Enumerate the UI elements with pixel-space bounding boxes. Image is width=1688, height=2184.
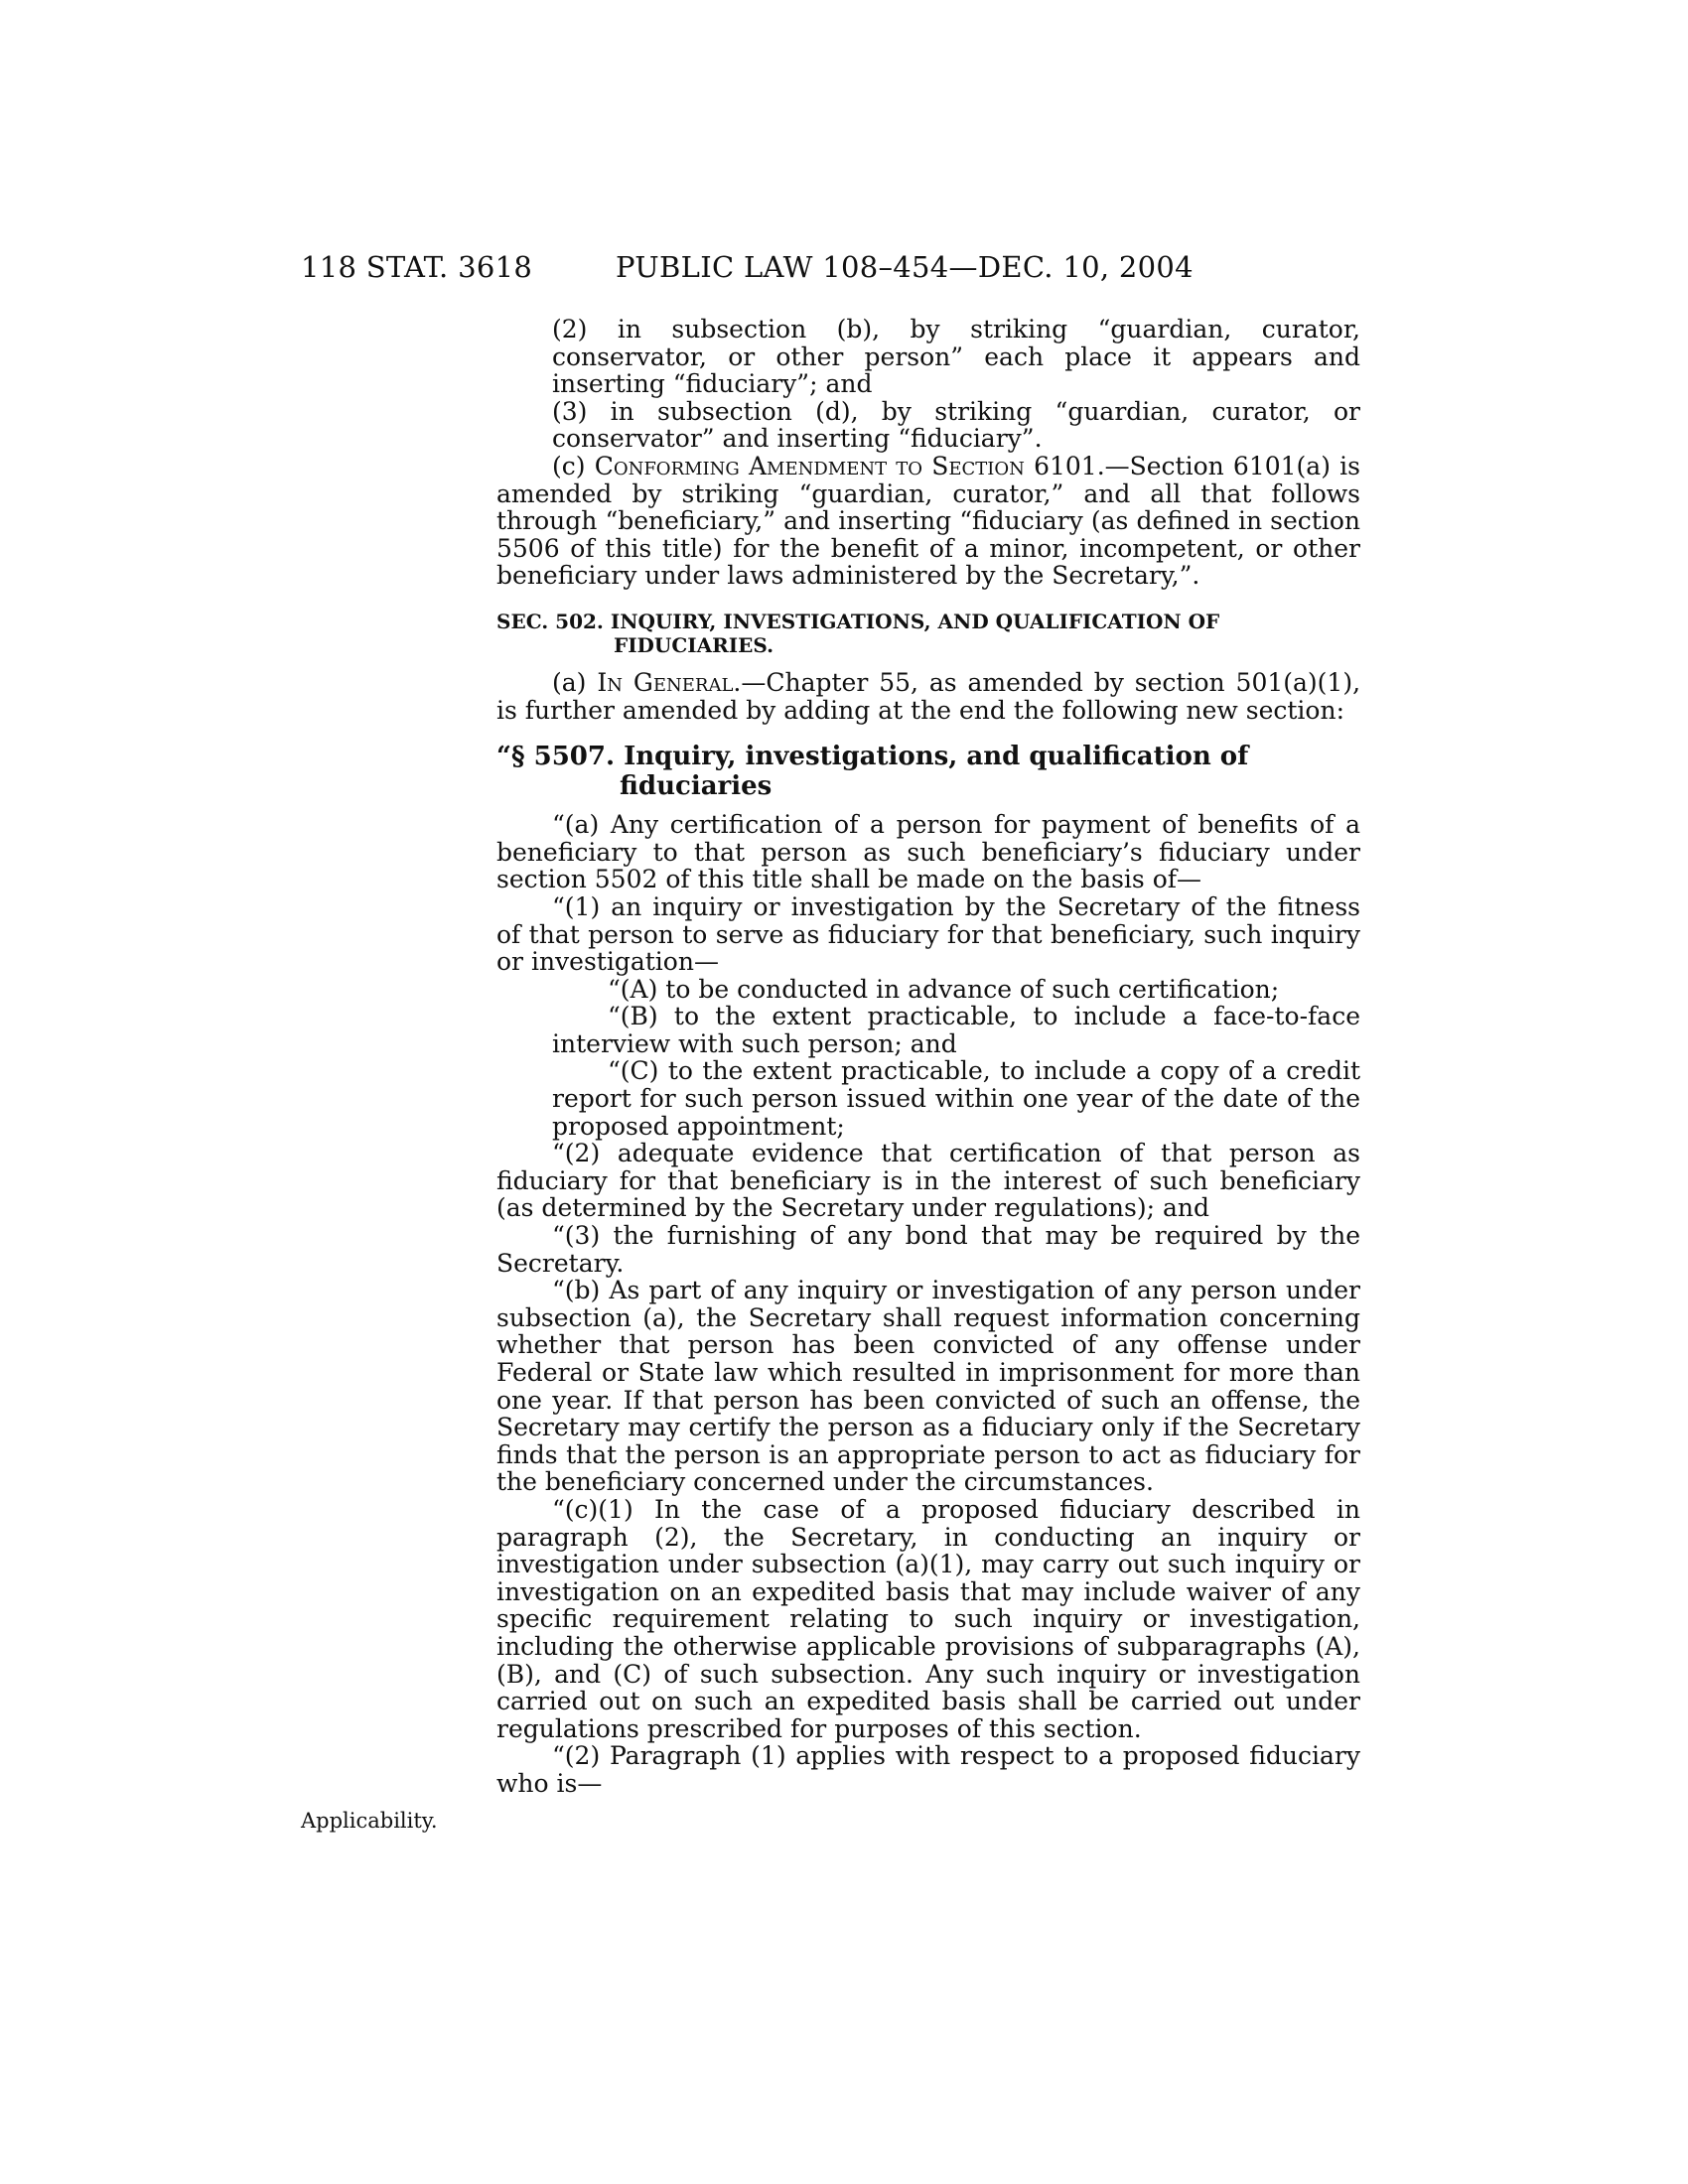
law-header: PUBLIC LAW 108–454—DEC. 10, 2004 [616,250,1194,284]
subparagraph-a: “(A) to be conducted in advance of such certification; [608,974,1280,1004]
paragraph-3-bond: “(3) the furnishing of any bond that may be required by the Secretary. [496,1221,1360,1278]
page-number: 118 STAT. 3618 [301,250,533,284]
conforming-amendment-text: .—Section 6101(a) is amended by striking “guardian, curator,” and all that follows through “beneficiary,” and inserting “fiduciary (as defined in section 5506 of this title) for the benefit of a minor, incompetent, or other beneficiary under laws administered by the Secretary,”. [496,451,1360,591]
subsection-c-paragraph-2: “(2) Paragraph (1) applies with respect to a proposed fiduciary who is— [496,1741,1360,1798]
running-head [0,250,1688,290]
paragraph-1-inquiry [441,893,1360,976]
in-general-heading: In General [597,667,734,697]
paragraph-1-text: “(1) an inquiry or investigation by the Secretary of the fitness of that person to serve as fiduciary for that beneficiary, such inquiry or investigation— [496,891,1360,977]
subparagraph-b: “(B) to the extent practicable, to include a face-to-face interview with such person; and [552,1002,1360,1058]
section-502-heading: SEC. 502. INQUIRY, INVESTIGATIONS, AND QUALIFICATION OF FIDUCIARIES. [496,609,1220,657]
margin-note: Applicability. [301,1809,438,1833]
subsection-b-convictions: “(b) As part of any inquiry or investigation of any person under subsection (a), the Secretary shall request information concerning whether that person has been convicted of any offense under Federal or State law which resulted in imprisonment for more than one year. If that person has been convicted of such an offense, the Secretary may certify the person as a fiduciary only if the Secretary finds that the person is an appropriate person to act as fiduciary for the beneficiary concerned under the circumstances. [496,1276,1360,1497]
conforming-amendment-label: (c) [552,451,595,480]
subsection-a-certification: “(a) Any certification of a person for payment of benefits of a beneficiary to that person as such beneficiary’s fiduciary under section 5502 of this title shall be made on the basis of— [496,810,1360,894]
in-general-label: (a) [552,667,598,697]
statute-text [496,316,1360,1798]
paragraph-3-subsection-d: (3) in subsection (d), by striking “guardian, curator, or conservator” and inserting “fiduciary”. [552,396,1360,454]
paragraph-2-subsection-b: (2) in subsection (b), by striking “guardian, curator, conservator, or other person” each place it appears and inserting “fiduciary”; and [552,315,1360,399]
conforming-amendment-heading: Conforming Amendment to Section 6101 [594,451,1097,480]
conforming-amendment [496,453,1360,590]
subsection-c-expedited: “(c)(1) In the case of a proposed fiduciary described in paragraph (2), the Secretary, in conducting an inquiry or investigation under subsection (a)(1), may carry out such inquiry or investigation on an expedited basis that may include waiver of any specific requirement relating to such inquiry or investigation, including the otherwise applicable provisions of subparagraphs (A), (B), and (C) of such subsection. Any such inquiry or investigation carried out on such an expedited basis shall be carried out under regulations prescribed for purposes of this section. [496,1494,1360,1743]
paragraph-2-evidence: “(2) adequate evidence that certification of that person as fiduciary for that beneficiary is in the interest of such beneficiary (as determined by the Secretary under regulations); and [496,1139,1360,1223]
in-general-text: .—Chapter 55, as amended by section 501(a)(1), is further amended by adding at the end the following new section: [496,667,1361,725]
subsection-a-in-general [496,669,1360,724]
section-5507-title: “§ 5507. Inquiry, investigations, and qualification of fiduciaries [496,742,1249,802]
subparagraph-c: “(C) to the extent practicable, to include a copy of a credit report for such person issued within one year of the date of the proposed appointment; [552,1056,1360,1141]
